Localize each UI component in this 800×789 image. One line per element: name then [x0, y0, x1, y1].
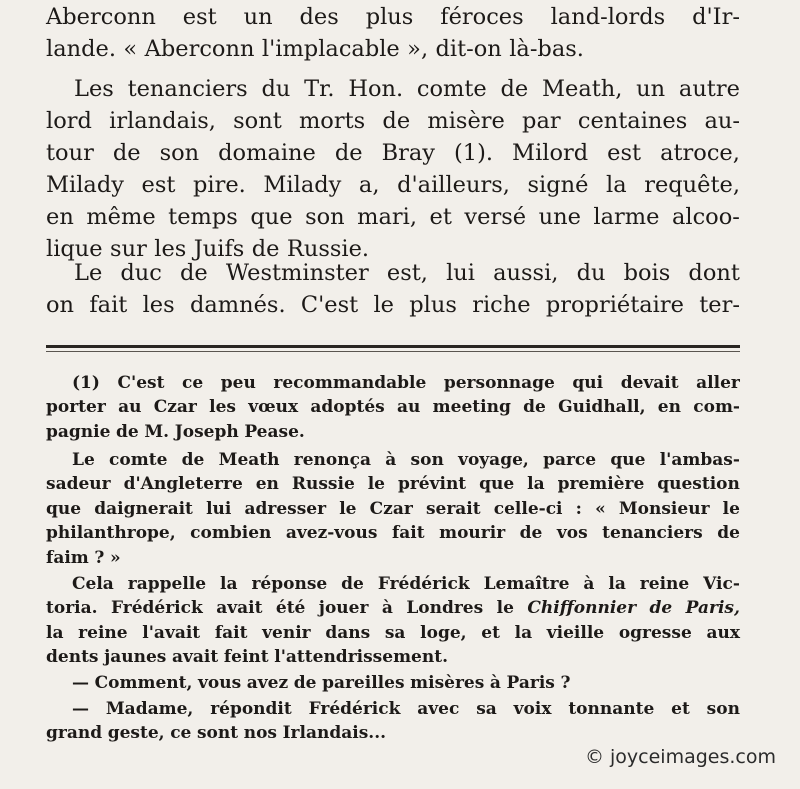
- word: de: [717, 523, 740, 544]
- word: propriétaire: [545, 292, 684, 318]
- word: C'est: [117, 373, 165, 393]
- word: rappelle: [127, 574, 207, 594]
- word: que: [250, 204, 293, 230]
- word: «: [595, 498, 606, 519]
- word: les: [209, 397, 236, 418]
- word: et: [481, 622, 500, 643]
- word: Westminster: [225, 260, 369, 286]
- word: Monsieur: [618, 498, 710, 519]
- word: ce: [182, 373, 204, 393]
- word: prévint: [397, 474, 467, 495]
- word: M.: [144, 421, 170, 442]
- word: Le: [74, 260, 103, 286]
- word: sa: [384, 622, 406, 643]
- word: son: [305, 204, 345, 230]
- word: l'attendrissement.: [274, 647, 449, 668]
- note-line: [46, 420, 740, 444]
- word: philanthrope,: [46, 523, 176, 544]
- word: d'ailleurs,: [397, 172, 510, 198]
- note-line: [46, 521, 740, 545]
- word: Madame,: [105, 699, 194, 719]
- word: été: [275, 598, 306, 619]
- word: le: [367, 474, 385, 495]
- main-line: [46, 2, 740, 34]
- word: Paris: [506, 673, 555, 693]
- word: là-bas.: [509, 36, 584, 62]
- word: la: [514, 622, 533, 643]
- word: fait: [391, 523, 425, 544]
- word: lande.: [46, 36, 116, 62]
- note-line: [72, 572, 740, 596]
- word: à: [489, 673, 501, 693]
- word: Cela: [72, 574, 114, 594]
- word: la: [608, 574, 626, 594]
- word: »: [109, 547, 121, 568]
- word: avez-vous: [285, 523, 378, 544]
- word: ?: [94, 547, 105, 568]
- word: Czar: [153, 397, 197, 418]
- word: avait: [216, 598, 263, 619]
- word: »,: [407, 36, 429, 62]
- word: recommandable: [273, 373, 427, 393]
- word: on: [46, 292, 75, 318]
- word: mourir: [439, 523, 506, 544]
- word: Joseph: [174, 421, 239, 442]
- main-line: [74, 74, 740, 106]
- footnote-rule-thin: [46, 351, 740, 352]
- main-line: [46, 170, 740, 202]
- word: tonnante: [568, 699, 655, 719]
- word: dans: [325, 622, 371, 643]
- note-line: [46, 596, 740, 620]
- word: Chiffonnier: [527, 598, 637, 619]
- word: dents: [46, 647, 99, 668]
- word: morts: [298, 108, 366, 134]
- word: de: [180, 260, 208, 286]
- word: damnés.: [189, 292, 286, 318]
- note-line: [46, 621, 740, 645]
- word: dit-on: [435, 36, 502, 62]
- word: alcoo-: [671, 204, 740, 230]
- word: reine: [78, 622, 128, 643]
- word: le: [722, 498, 740, 519]
- main-line: [46, 138, 740, 170]
- word: Frédérick: [308, 699, 401, 719]
- note-line: [46, 395, 740, 419]
- word: :: [575, 498, 582, 519]
- word: question: [657, 474, 740, 495]
- word: de: [649, 598, 673, 619]
- word: ogresse: [618, 622, 692, 643]
- note-line: [46, 472, 740, 496]
- word: à: [385, 450, 397, 470]
- footnote-text: [46, 371, 740, 746]
- word: que: [479, 474, 515, 495]
- word: vos: [556, 523, 588, 544]
- word: venir: [262, 622, 311, 643]
- word: le: [373, 292, 394, 318]
- word: —: [72, 699, 89, 719]
- word: aller: [696, 373, 740, 393]
- word: lord: [46, 108, 92, 134]
- word: Russie: [291, 474, 355, 495]
- word: Paris,: [685, 598, 740, 619]
- word: lique: [46, 236, 103, 262]
- word: centaines: [577, 108, 688, 134]
- word: féroces: [440, 4, 524, 30]
- word: sadeur: [46, 474, 111, 495]
- main-line: [46, 106, 740, 138]
- word: au: [397, 397, 421, 418]
- word: de: [293, 673, 317, 693]
- main-line: [74, 258, 740, 290]
- word: C'est: [300, 292, 359, 318]
- word: Frédérick: [377, 574, 470, 594]
- word: Les: [74, 76, 114, 102]
- word: tenanciers: [602, 523, 703, 544]
- footnote-rule: [46, 345, 740, 348]
- word: domaine: [218, 140, 316, 166]
- word: de: [341, 574, 364, 594]
- word: Hon.: [348, 76, 404, 102]
- word: reine: [639, 574, 690, 594]
- word: au: [118, 397, 142, 418]
- word: de: [116, 421, 139, 442]
- word: le: [496, 598, 514, 619]
- word: tour: [46, 140, 94, 166]
- word: jouer: [318, 598, 369, 619]
- word: première: [557, 474, 645, 495]
- word: (1).: [454, 140, 494, 166]
- word: versé: [464, 204, 527, 230]
- word: l'implacable: [261, 36, 400, 62]
- word: comte: [416, 76, 487, 102]
- word: la: [46, 622, 64, 643]
- word: de: [181, 450, 205, 470]
- word: Russie.: [286, 236, 370, 262]
- word: et: [671, 699, 690, 719]
- word: combien: [190, 523, 272, 544]
- main-line: [46, 290, 740, 322]
- word: la: [220, 574, 238, 594]
- word: plus: [365, 4, 414, 30]
- word: Milord: [512, 140, 589, 166]
- word: Le: [72, 450, 95, 470]
- word: jaunes: [104, 647, 167, 668]
- word: aux: [706, 622, 740, 643]
- word: du: [261, 76, 291, 102]
- word: l'ambas-: [659, 450, 740, 470]
- word: son: [706, 699, 740, 719]
- word: fait: [89, 292, 128, 318]
- word: bois: [623, 260, 671, 286]
- word: daignerait: [94, 498, 193, 519]
- note-line: [72, 448, 740, 472]
- word: Aberconn: [46, 4, 156, 30]
- word: autre: [678, 76, 740, 102]
- word: en: [255, 474, 279, 495]
- word: Londres: [406, 598, 484, 619]
- word: requête,: [644, 172, 740, 198]
- word: larme: [593, 204, 660, 230]
- word: voyage,: [458, 450, 529, 470]
- word: fait: [214, 622, 248, 643]
- word: de: [500, 76, 529, 102]
- word: des: [299, 4, 339, 30]
- word: Pease.: [244, 421, 305, 442]
- word: en: [46, 204, 74, 230]
- word: adoptés: [310, 397, 385, 418]
- word: sa: [476, 699, 497, 719]
- word: voix: [513, 699, 552, 719]
- word: avait: [172, 647, 219, 668]
- word: ter-: [699, 292, 740, 318]
- word: Comment,: [94, 673, 193, 693]
- word: d'Angleterre: [123, 474, 243, 495]
- word: du: [576, 260, 606, 286]
- word: sont: [196, 723, 239, 744]
- word: qui: [572, 373, 604, 393]
- word: les: [154, 236, 187, 262]
- word: la: [527, 474, 545, 495]
- word: les: [142, 292, 175, 318]
- word: Czar: [369, 498, 413, 519]
- word: plus: [409, 292, 457, 318]
- word: d'Ir-: [692, 4, 740, 30]
- word: temps: [168, 204, 238, 230]
- word: Aberconn: [144, 36, 255, 62]
- word: de: [112, 140, 141, 166]
- main-line: [46, 202, 740, 234]
- word: en: [657, 397, 681, 418]
- word: peu: [220, 373, 256, 393]
- main-text: [46, 2, 740, 322]
- watermark: © joyceimages.com: [584, 746, 776, 768]
- word: avez: [246, 673, 289, 693]
- word: une: [538, 204, 581, 230]
- word: de: [251, 236, 280, 262]
- word: un: [243, 4, 273, 30]
- word: Milady: [263, 172, 342, 198]
- word: lui: [446, 260, 475, 286]
- word: ?: [560, 673, 571, 693]
- word: Milady: [46, 172, 124, 198]
- word: vœux: [248, 397, 299, 418]
- word: misère: [427, 108, 505, 134]
- word: est,: [386, 260, 428, 286]
- word: de: [334, 140, 363, 166]
- word: geste,: [107, 723, 165, 744]
- word: mari,: [357, 204, 418, 230]
- word: grand: [46, 723, 103, 744]
- word: Irlandais...: [282, 723, 387, 744]
- word: pareilles: [322, 673, 405, 693]
- word: à: [381, 598, 393, 619]
- word: vieille: [546, 622, 605, 643]
- word: Guidhall,: [558, 397, 646, 418]
- word: comte: [109, 450, 168, 470]
- word: toria.: [46, 598, 98, 619]
- word: avec: [417, 699, 460, 719]
- word: un: [636, 76, 666, 102]
- word: même: [86, 204, 156, 230]
- word: au-: [704, 108, 740, 134]
- word: l'avait: [142, 622, 201, 643]
- word: celle-ci: [493, 498, 563, 519]
- word: misères: [410, 673, 485, 693]
- word: meeting: [432, 397, 511, 418]
- word: Tr.: [304, 76, 335, 102]
- word: duc: [120, 260, 162, 286]
- word: adresser: [244, 498, 327, 519]
- note-line: [72, 671, 740, 695]
- word: parce: [543, 450, 597, 470]
- word: est: [141, 172, 176, 198]
- word: faim: [46, 547, 89, 568]
- word: est: [182, 4, 217, 30]
- word: Bray: [381, 140, 435, 166]
- word: sur: [110, 236, 147, 262]
- word: aussi,: [493, 260, 559, 286]
- word: tenanciers: [127, 76, 248, 102]
- word: nos: [243, 723, 277, 744]
- word: dont: [688, 260, 740, 286]
- word: son: [159, 140, 200, 166]
- word: Meath: [218, 450, 280, 470]
- word: à: [583, 574, 595, 594]
- word: par: [522, 108, 561, 134]
- word: personnage: [443, 373, 555, 393]
- word: et: [429, 204, 452, 230]
- word: ce: [170, 723, 192, 744]
- word: lui: [206, 498, 232, 519]
- word: loge,: [420, 622, 467, 643]
- word: sont: [233, 108, 282, 134]
- word: irlandais,: [109, 108, 216, 134]
- word: renonça: [293, 450, 371, 470]
- word: pire.: [193, 172, 246, 198]
- word: Vic-: [703, 574, 740, 594]
- note-line: [46, 645, 740, 669]
- note-line: [46, 497, 740, 521]
- word: atroce,: [660, 140, 740, 166]
- word: Frédérick: [110, 598, 203, 619]
- note-line: [46, 721, 740, 745]
- word: Meath,: [541, 76, 623, 102]
- word: a,: [358, 172, 380, 198]
- word: signé: [527, 172, 589, 198]
- word: le: [339, 498, 357, 519]
- word: répondit: [210, 699, 292, 719]
- word: porter: [46, 397, 106, 418]
- note-line: [72, 371, 740, 395]
- word: (1): [72, 373, 100, 393]
- word: com-: [693, 397, 740, 418]
- word: son: [410, 450, 444, 470]
- word: de: [523, 397, 546, 418]
- word: Lemaître: [483, 574, 570, 594]
- word: de: [382, 108, 411, 134]
- word: que: [610, 450, 646, 470]
- word: réponse: [251, 574, 328, 594]
- word: Juifs: [193, 236, 245, 262]
- word: «: [123, 36, 138, 62]
- main-line: [46, 34, 740, 66]
- word: serait: [425, 498, 481, 519]
- word: la: [606, 172, 627, 198]
- note-line: [46, 546, 740, 570]
- word: est: [607, 140, 642, 166]
- word: feint: [223, 647, 269, 668]
- word: que: [46, 498, 82, 519]
- word: de: [519, 523, 543, 544]
- word: land-lords: [550, 4, 666, 30]
- word: pagnie: [46, 421, 111, 442]
- word: vous: [198, 673, 242, 693]
- note-line: [72, 697, 740, 721]
- word: —: [72, 673, 89, 693]
- word: devait: [620, 373, 679, 393]
- word: riche: [472, 292, 531, 318]
